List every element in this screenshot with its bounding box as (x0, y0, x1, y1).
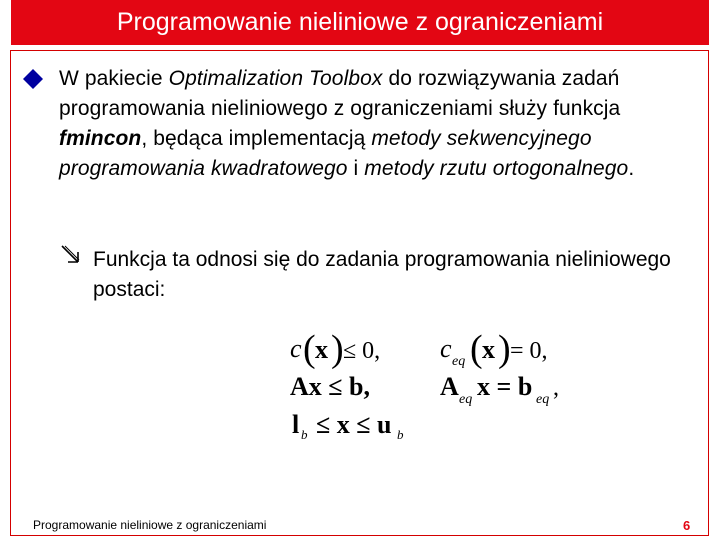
svg-text:eq: eq (459, 392, 473, 407)
footer-title: Programowanie nieliniowe z ograniczeniami (33, 518, 267, 532)
bullet-paragraph: W pakiecie Optimalization Toolbox do rozwiązywania zadań programowania nieliniowego z ograniczeniami służy funkcja fmincon, będąca implementacją metody sekwencyjnego programowania kwadratowego i metody rzutu ortogonalnego. (59, 67, 635, 180)
slide-title-bar (11, 0, 709, 45)
svg-text:c: c (440, 334, 452, 363)
svg-text:x: x (482, 335, 495, 364)
svg-text:x: x (315, 335, 328, 364)
svg-text:≤ x ≤ u: ≤ x ≤ u (316, 410, 392, 439)
svg-text:eq: eq (452, 354, 466, 369)
slide-title: Programowanie nieliniowe z ograniczeniami (116, 8, 604, 36)
svg-text:Ax ≤ b,: Ax ≤ b, (290, 372, 371, 401)
sub-bullet-paragraph: Funkcja ta odnosi się do zadania programowania nieliniowego postaci: (93, 248, 671, 301)
svg-text:(: ( (303, 328, 316, 370)
svg-text:(: ( (470, 328, 483, 370)
svg-text:l: l (292, 410, 300, 439)
svg-text:x = b: x = b (477, 372, 533, 401)
svg-text:): ) (331, 328, 344, 370)
page-number: 6 (683, 518, 691, 533)
svg-text:≤ 0,: ≤ 0, (343, 338, 381, 364)
svg-text:A: A (440, 372, 459, 401)
outline-arrow-icon (59, 243, 83, 267)
svg-text:,: , (553, 375, 559, 401)
diamond-icon (23, 69, 43, 89)
svg-text:b: b (301, 427, 308, 442)
svg-text:): ) (498, 328, 511, 370)
constraint-formulas (280, 325, 580, 445)
svg-text:eq: eq (536, 392, 550, 407)
svg-text:= 0,: = 0, (510, 338, 548, 364)
svg-text:b: b (397, 427, 404, 442)
formula-c: c (290, 334, 302, 363)
